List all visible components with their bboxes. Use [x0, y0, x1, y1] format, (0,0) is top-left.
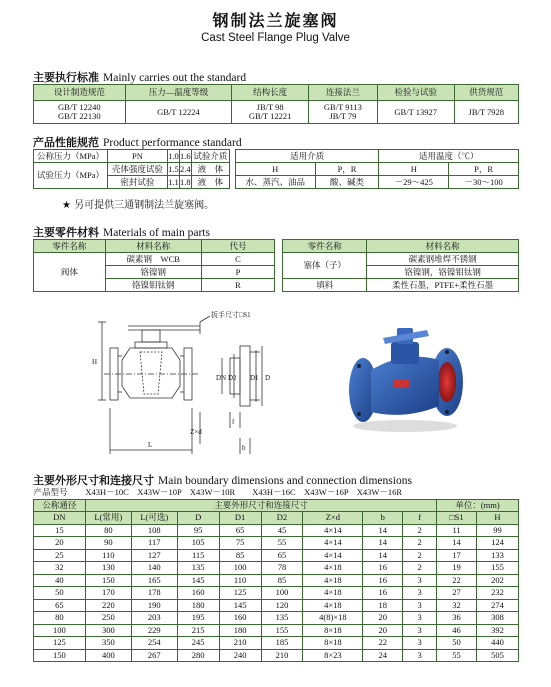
dim-cell: 505 [477, 649, 519, 662]
dim-cell: 85 [219, 549, 261, 562]
table-row [34, 524, 519, 537]
table-row [34, 549, 519, 562]
dim-cell: 392 [477, 624, 519, 637]
pn-value-1: 1.0 [168, 150, 179, 161]
table-row [34, 537, 519, 550]
dim-cell: 150 [85, 574, 131, 587]
materials-table [33, 239, 519, 292]
model-list: X43H－10C X43W－10P X43W－10R X43H－16C X43W－16P X43W－16R [85, 487, 403, 498]
dim-cell: 202 [477, 574, 519, 587]
materials-heading [33, 224, 210, 240]
medium-pr: 酸、碱类 [315, 176, 379, 189]
dim-cell: 250 [85, 612, 131, 625]
table-row [34, 562, 519, 575]
dim-cell: 3 [403, 624, 437, 637]
dim-cell: 19 [437, 562, 477, 575]
wrench-size-label: 扳手尺寸□S1 [211, 311, 251, 319]
table-row [34, 649, 519, 662]
dim-cell: 280 [177, 649, 219, 662]
dim-cell: 65 [219, 524, 261, 537]
dim-cell: 229 [131, 624, 177, 637]
dim-cell: 180 [219, 624, 261, 637]
performance-table [33, 149, 519, 189]
medium-label: 适用介质 [235, 150, 379, 163]
dim-cell: 11 [437, 524, 477, 537]
dim-cell: 99 [477, 524, 519, 537]
standards-table [33, 84, 519, 124]
dim-cell: 125 [219, 587, 261, 600]
dim-col-9: □S1 [437, 512, 477, 525]
materials-heading-en: Materials of main parts [103, 227, 210, 239]
dim-cell: 267 [131, 649, 177, 662]
dim-cell: 100 [219, 562, 261, 575]
dim-col-7: b [363, 512, 403, 525]
body-material-3: 铬镍钼钛钢 [105, 279, 201, 292]
seal-medium: 液 体 [191, 176, 229, 189]
dim-cell: 210 [219, 637, 261, 650]
dim-cell: 55 [261, 537, 303, 550]
seal-value-1: 1.1 [168, 176, 179, 187]
table-row [34, 612, 519, 625]
temp-pr: －30～100 [449, 176, 519, 189]
seal-value-2: 1.8 [180, 176, 191, 187]
dim-cell: 50 [437, 637, 477, 650]
dim-cell: 8×18 [303, 624, 363, 637]
dim-cell: 8×18 [303, 637, 363, 650]
dim-cell: 16 [363, 562, 403, 575]
packing-material: 柔性石墨，PTFE+柔性石墨 [367, 279, 519, 292]
standards-heading [33, 69, 246, 85]
seal-test-label: 密封试验 [107, 176, 167, 189]
dim-cell: 215 [177, 624, 219, 637]
dim-col-2: L(可选) [131, 512, 177, 525]
shell-value-1: 1.5 [168, 163, 179, 174]
standards-value-3: GB/T 9113 JB/T 79 [309, 101, 378, 124]
plug-material-1: 碳素钢堆焊不锈钢 [367, 253, 519, 266]
dim-cell: 25 [34, 549, 86, 562]
plug-material-2: 铬镍钢，铬镍钼钛钢 [367, 266, 519, 279]
dim-col-4: D1 [219, 512, 261, 525]
dim-cell: 4×18 [303, 574, 363, 587]
nominal-label: 公称通径 [34, 499, 86, 512]
dim-cell: 155 [477, 562, 519, 575]
body-material-2: 铬镍钢 [105, 266, 201, 279]
dim-cell: 65 [34, 599, 86, 612]
standards-header-0: 设计制造规范 [34, 85, 126, 101]
dim-cell: 4×14 [303, 537, 363, 550]
dim-cell: 440 [477, 637, 519, 650]
dim-cell: 240 [219, 649, 261, 662]
dim-sub-header: 主要外形尺寸和连接尺寸 [85, 499, 436, 512]
dim-cell: 400 [85, 649, 131, 662]
medium-col-h: H [235, 163, 315, 176]
dim-cell: 210 [261, 649, 303, 662]
body-part-name: 阀体 [34, 253, 106, 292]
standards-heading-cn: 主要执行标准 [33, 71, 99, 84]
dim-cell: 145 [177, 574, 219, 587]
model-label: 产品型号 [33, 487, 68, 498]
dim-cell: 15 [34, 524, 86, 537]
dim-d-label: D [265, 374, 271, 382]
dim-l-label: L [148, 441, 153, 449]
dim-cell: 55 [437, 649, 477, 662]
dim-cell: 180 [177, 599, 219, 612]
dim-cell: 178 [131, 587, 177, 600]
dim-cell: 95 [177, 524, 219, 537]
dim-cell: 4×14 [303, 549, 363, 562]
standards-header-5: 供货规范 [454, 85, 518, 101]
dim-cell: 3 [403, 612, 437, 625]
dim-cell: 2 [403, 524, 437, 537]
dim-cell: 24 [363, 649, 403, 662]
dim-h-label: H [92, 358, 98, 366]
pn-value-2: 1.6 [180, 150, 191, 161]
dim-cell: 4×18 [303, 587, 363, 600]
dim-cell: 2 [403, 562, 437, 575]
body-code-1: C [201, 253, 275, 266]
note-text: ★ 另可提供三通钢制法兰旋塞阀。 [62, 200, 215, 211]
dim-cell: 135 [177, 562, 219, 575]
dim-cell: 46 [437, 624, 477, 637]
standards-header-1: 压力—温度等级 [125, 85, 232, 101]
mat-header-part-2: 零件名称 [283, 240, 367, 253]
dim-cell: 195 [177, 612, 219, 625]
mat-header-code: 代号 [201, 240, 275, 253]
dim-cell: 133 [477, 549, 519, 562]
dim-b-label: b [242, 444, 246, 452]
medium-col-pr: P，R [315, 163, 379, 176]
dim-cell: 165 [131, 574, 177, 587]
dim-cell: 85 [261, 574, 303, 587]
dim-cell: 22 [363, 637, 403, 650]
standards-header-2: 结构长度 [232, 85, 309, 101]
mat-header-material-2: 材料名称 [367, 240, 519, 253]
dim-cell: 3 [403, 637, 437, 650]
packing-part-name: 填料 [283, 279, 367, 292]
dim-col-6: Z×d [303, 512, 363, 525]
dim-cell: 274 [477, 599, 519, 612]
temp-col-h: H [379, 163, 449, 176]
dim-cell: 220 [85, 599, 131, 612]
dim-cell: 18 [363, 599, 403, 612]
dim-cell: 40 [34, 574, 86, 587]
dim-cell: 14 [437, 537, 477, 550]
dim-cell: 185 [261, 637, 303, 650]
dim-cell: 2 [403, 537, 437, 550]
dim-cell: 17 [437, 549, 477, 562]
nominal-pressure-label: 公称压力（MPa） [34, 150, 108, 163]
dim-cell: 27 [437, 587, 477, 600]
dim-cell: 16 [363, 574, 403, 587]
temp-label: 适用温度（℃） [379, 150, 519, 163]
standards-header-3: 连接法兰 [309, 85, 378, 101]
dim-dn-label: DN [216, 374, 227, 382]
dim-cell: 140 [131, 562, 177, 575]
dim-cell: 4(8)×18 [303, 612, 363, 625]
dim-cell: 160 [219, 612, 261, 625]
dim-cell: 14 [363, 537, 403, 550]
valve-technical-drawing [90, 308, 325, 456]
dim-col-0: DN [34, 512, 86, 525]
table-row [34, 599, 519, 612]
dim-zxd-label: Z×d [190, 428, 202, 436]
test-medium-label: 试验介质 [193, 150, 228, 161]
performance-heading [33, 134, 242, 150]
dim-cell: 32 [34, 562, 86, 575]
standards-header-4: 检验与试验 [377, 85, 454, 101]
medium-h: 水、蒸汽、油品 [235, 176, 315, 189]
body-code-3: R [201, 279, 275, 292]
dim-cell: 117 [131, 537, 177, 550]
dim-cell: 3 [403, 649, 437, 662]
table-row [34, 587, 519, 600]
dim-cell: 4×18 [303, 599, 363, 612]
dim-cell: 150 [34, 649, 86, 662]
dim-cell: 130 [85, 562, 131, 575]
dim-cell: 105 [177, 537, 219, 550]
dim-cell: 80 [34, 612, 86, 625]
dimensions-table [33, 487, 519, 662]
page-title: 钢制法兰旋塞阀 [212, 11, 339, 30]
dim-cell: 254 [131, 637, 177, 650]
dim-cell: 170 [85, 587, 131, 600]
dim-cell: 203 [131, 612, 177, 625]
dim-cell: 300 [85, 624, 131, 637]
standards-value-0: GB/T 12240 GB/T 22130 [34, 101, 126, 124]
dim-cell: 2 [403, 549, 437, 562]
dim-cell: 16 [363, 587, 403, 600]
dim-cell: 65 [261, 549, 303, 562]
body-material-1: 碳素钢 WCB [105, 253, 201, 266]
standards-value-5: JB/T 7928 [454, 101, 518, 124]
dim-cell: 145 [219, 599, 261, 612]
dim-cell: 110 [219, 574, 261, 587]
dim-cell: 3 [403, 574, 437, 587]
dim-cell: 120 [261, 599, 303, 612]
page-subtitle: Cast Steel Flange Plug Valve [201, 32, 350, 44]
dim-cell: 8×23 [303, 649, 363, 662]
shell-test-label: 壳体强度试验 [107, 163, 167, 176]
dim-cell: 4×18 [303, 562, 363, 575]
dimensions-heading-cn: 主要外形尺寸和连接尺寸 [33, 474, 154, 487]
mat-header-material: 材料名称 [105, 240, 201, 253]
table-row [34, 624, 519, 637]
table-row [34, 574, 519, 587]
standards-value-1: GB/T 12224 [125, 101, 232, 124]
dim-cell: 350 [85, 637, 131, 650]
dim-cell: 20 [363, 624, 403, 637]
dim-cell: 108 [131, 524, 177, 537]
materials-heading-cn: 主要零件材料 [33, 226, 99, 239]
dim-cell: 245 [177, 637, 219, 650]
dim-col-1: L(常用) [85, 512, 131, 525]
body-code-2: P [201, 266, 275, 279]
dim-cell: 78 [261, 562, 303, 575]
dim-f-label: f [232, 418, 235, 426]
dim-col-3: D [177, 512, 219, 525]
mat-header-part: 零件名称 [34, 240, 106, 253]
dim-cell: 20 [34, 537, 86, 550]
dim-cell: 100 [261, 587, 303, 600]
spacer [275, 240, 283, 292]
dim-cell: 90 [85, 537, 131, 550]
dim-cell: 22 [437, 574, 477, 587]
dimensions-heading-en: Main boundary dimensions and connection dimensions [158, 475, 412, 487]
standards-heading-en: Mainly carries out the standard [103, 72, 247, 84]
valve-product-photo [335, 320, 475, 435]
dim-cell: 3 [403, 599, 437, 612]
dim-cell: 115 [177, 549, 219, 562]
dim-cell: 308 [477, 612, 519, 625]
dim-cell: 50 [34, 587, 86, 600]
dim-cell: 3 [403, 587, 437, 600]
table-row [34, 637, 519, 650]
dim-d2-label: D2 [228, 374, 237, 382]
dim-cell: 135 [261, 612, 303, 625]
dim-cell: 14 [363, 524, 403, 537]
dim-col-10: H [477, 512, 519, 525]
dim-cell: 125 [34, 637, 86, 650]
dim-cell: 232 [477, 587, 519, 600]
dim-cell: 80 [85, 524, 131, 537]
temp-col-pr: P，R [449, 163, 519, 176]
dim-cell: 32 [437, 599, 477, 612]
pn-label: PN [107, 150, 167, 163]
dim-cell: 20 [363, 612, 403, 625]
dim-cell: 160 [177, 587, 219, 600]
standards-value-2: JB/T 98 GB/T 12221 [232, 101, 309, 124]
performance-heading-cn: 产品性能规范 [33, 136, 99, 149]
dim-col-8: f [403, 512, 437, 525]
temp-h: －29～425 [379, 176, 449, 189]
dim-cell: 110 [85, 549, 131, 562]
dim-cell: 127 [131, 549, 177, 562]
shell-value-2: 2.4 [180, 163, 191, 174]
dim-cell: 45 [261, 524, 303, 537]
dim-cell: 75 [219, 537, 261, 550]
plug-part-name: 塞体（子） [283, 253, 367, 279]
dimensions-heading [33, 472, 412, 488]
dim-col-5: D2 [261, 512, 303, 525]
dim-cell: 124 [477, 537, 519, 550]
test-pressure-label: 试验压力（MPa） [34, 163, 108, 189]
standards-value-4: GB/T 13927 [377, 101, 454, 124]
dim-cell: 36 [437, 612, 477, 625]
dim-cell: 155 [261, 624, 303, 637]
dim-cell: 4×14 [303, 524, 363, 537]
dim-d1-label: D1 [250, 374, 259, 382]
performance-heading-en: Product performance standard [103, 137, 242, 149]
dim-cell: 190 [131, 599, 177, 612]
shell-medium: 液 体 [191, 163, 229, 176]
dim-unit: 单位：(mm) [437, 499, 519, 512]
dim-cell: 100 [34, 624, 86, 637]
dim-cell: 14 [363, 549, 403, 562]
